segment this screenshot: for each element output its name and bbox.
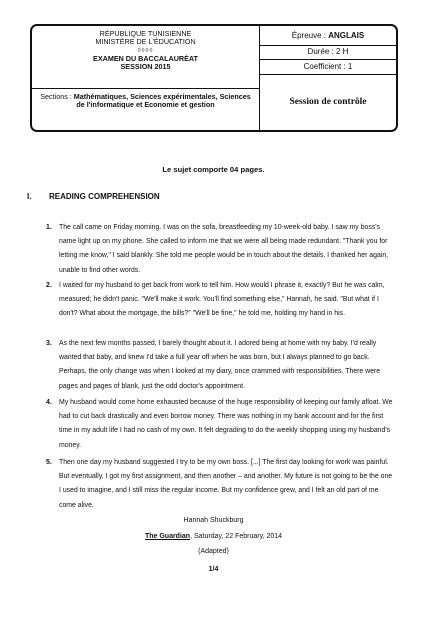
page-number: 1/4 — [208, 566, 219, 573]
exam-name-line: EXAMEN DU BACCALAURÉAT — [93, 53, 198, 63]
header-sections — [32, 88, 259, 130]
section-number: I. — [27, 192, 32, 201]
source-name: The Guardian — [144, 533, 191, 540]
epreuve-value: ANGLAIS — [328, 31, 365, 40]
ministry-line: MINISTÈRE DE L'ÉDUCATION — [95, 37, 196, 47]
header-left-panel — [32, 26, 260, 130]
paragraph-5 — [46, 456, 394, 513]
paragraph-number: 5. — [46, 459, 52, 466]
paragraph-text: My husband would come home exhausted because of the huge responsibility of keeping our family afloat. We had to cut back drastically and even borrow money. There was nothing in my bank account and for the first time in my adult life I had no cash of my own. It felt degrading to do the weekly shopping using my husband's money. — [59, 399, 393, 449]
diamond-ornament: ◊◊◊◊ — [137, 47, 154, 54]
paragraph-1 — [46, 221, 394, 278]
exam-header — [30, 24, 398, 132]
paragraph-number: 3. — [46, 340, 52, 347]
header-institution — [32, 26, 259, 89]
paragraph-number: 2. — [46, 282, 52, 289]
source-line — [0, 530, 427, 543]
source-date: , Saturday, 22 February, 2014 — [190, 533, 283, 540]
pages-note: Le sujet comporte 04 pages. — [162, 165, 265, 174]
sections-text — [32, 93, 259, 110]
paragraph-4 — [46, 396, 394, 453]
section-title: READING COMPREHENSION — [49, 192, 160, 201]
epreuve-row — [260, 26, 396, 46]
epreuve-label: Épreuve : — [291, 31, 329, 40]
session-type: Session de contrôle — [289, 97, 367, 107]
republic-line: RÉPUBLIQUE TUNISIENNE — [99, 29, 192, 38]
sections-label: Sections : — [40, 92, 74, 101]
duree-row: Durée : 2 H — [260, 45, 396, 60]
paragraph-3 — [46, 337, 394, 394]
section-heading — [27, 192, 160, 201]
session-year-line: SESSION 2015 — [120, 61, 171, 71]
adapted-note: (Adapted) — [198, 548, 229, 555]
paragraph-number: 4. — [46, 399, 52, 406]
paragraph-text: Then one day my husband suggested I try to be my own boss. [...] The first day looking for work was painful. But eventually, I got my first assignment, and then another – and another. My future is not going to be the one I used to imagine, and I still miss the regular income. But my confidence grew, and I felt an old part of me come alive. — [59, 459, 393, 509]
paragraph-number: 1. — [46, 224, 52, 231]
sections-value: Mathématiques, Sciences expérimentales, Sciences de l'informatique et Economie et gestion — [73, 92, 251, 110]
coefficient-row: Coefficient : 1 — [260, 59, 396, 75]
paragraph-text: I waited for my husband to get back from work to tell him. How would I phrase it, exactly? But he was calm, measured; he didn't panic. "We'll make it work. You'll find something else," Hannah, he said. "But what if I don't? What about the mortgage, the bills?" "We'll be fine," he told me, holding my hand in his. — [59, 282, 385, 318]
header-right-panel — [260, 26, 396, 130]
paragraph-text: The call came on Friday morning. I was on the sofa, breastfeeding my 10-week-old baby. I saw my boss's name light up on my phone. She called to inform me that we were all being made redundant. "Thank you for letting me know," I said blankly. She told me people would be in touch about the details. I thanked her again, unable to find other words. — [59, 224, 389, 274]
paragraph-2 — [46, 279, 394, 322]
paragraph-text: As the next few months passed, I barely thought about it. I adored being at home with my baby. I'd really wanted that baby, and knew I'd take a full year off when he was born, but I always planned to go back. Perhaps, the only change was when I looked at my diary, once crammed with responsibilities. There were pages and pages of blank, just the odd doctor's appointment. — [59, 340, 381, 390]
author-name: Hannah Shuckburg — [183, 517, 244, 524]
